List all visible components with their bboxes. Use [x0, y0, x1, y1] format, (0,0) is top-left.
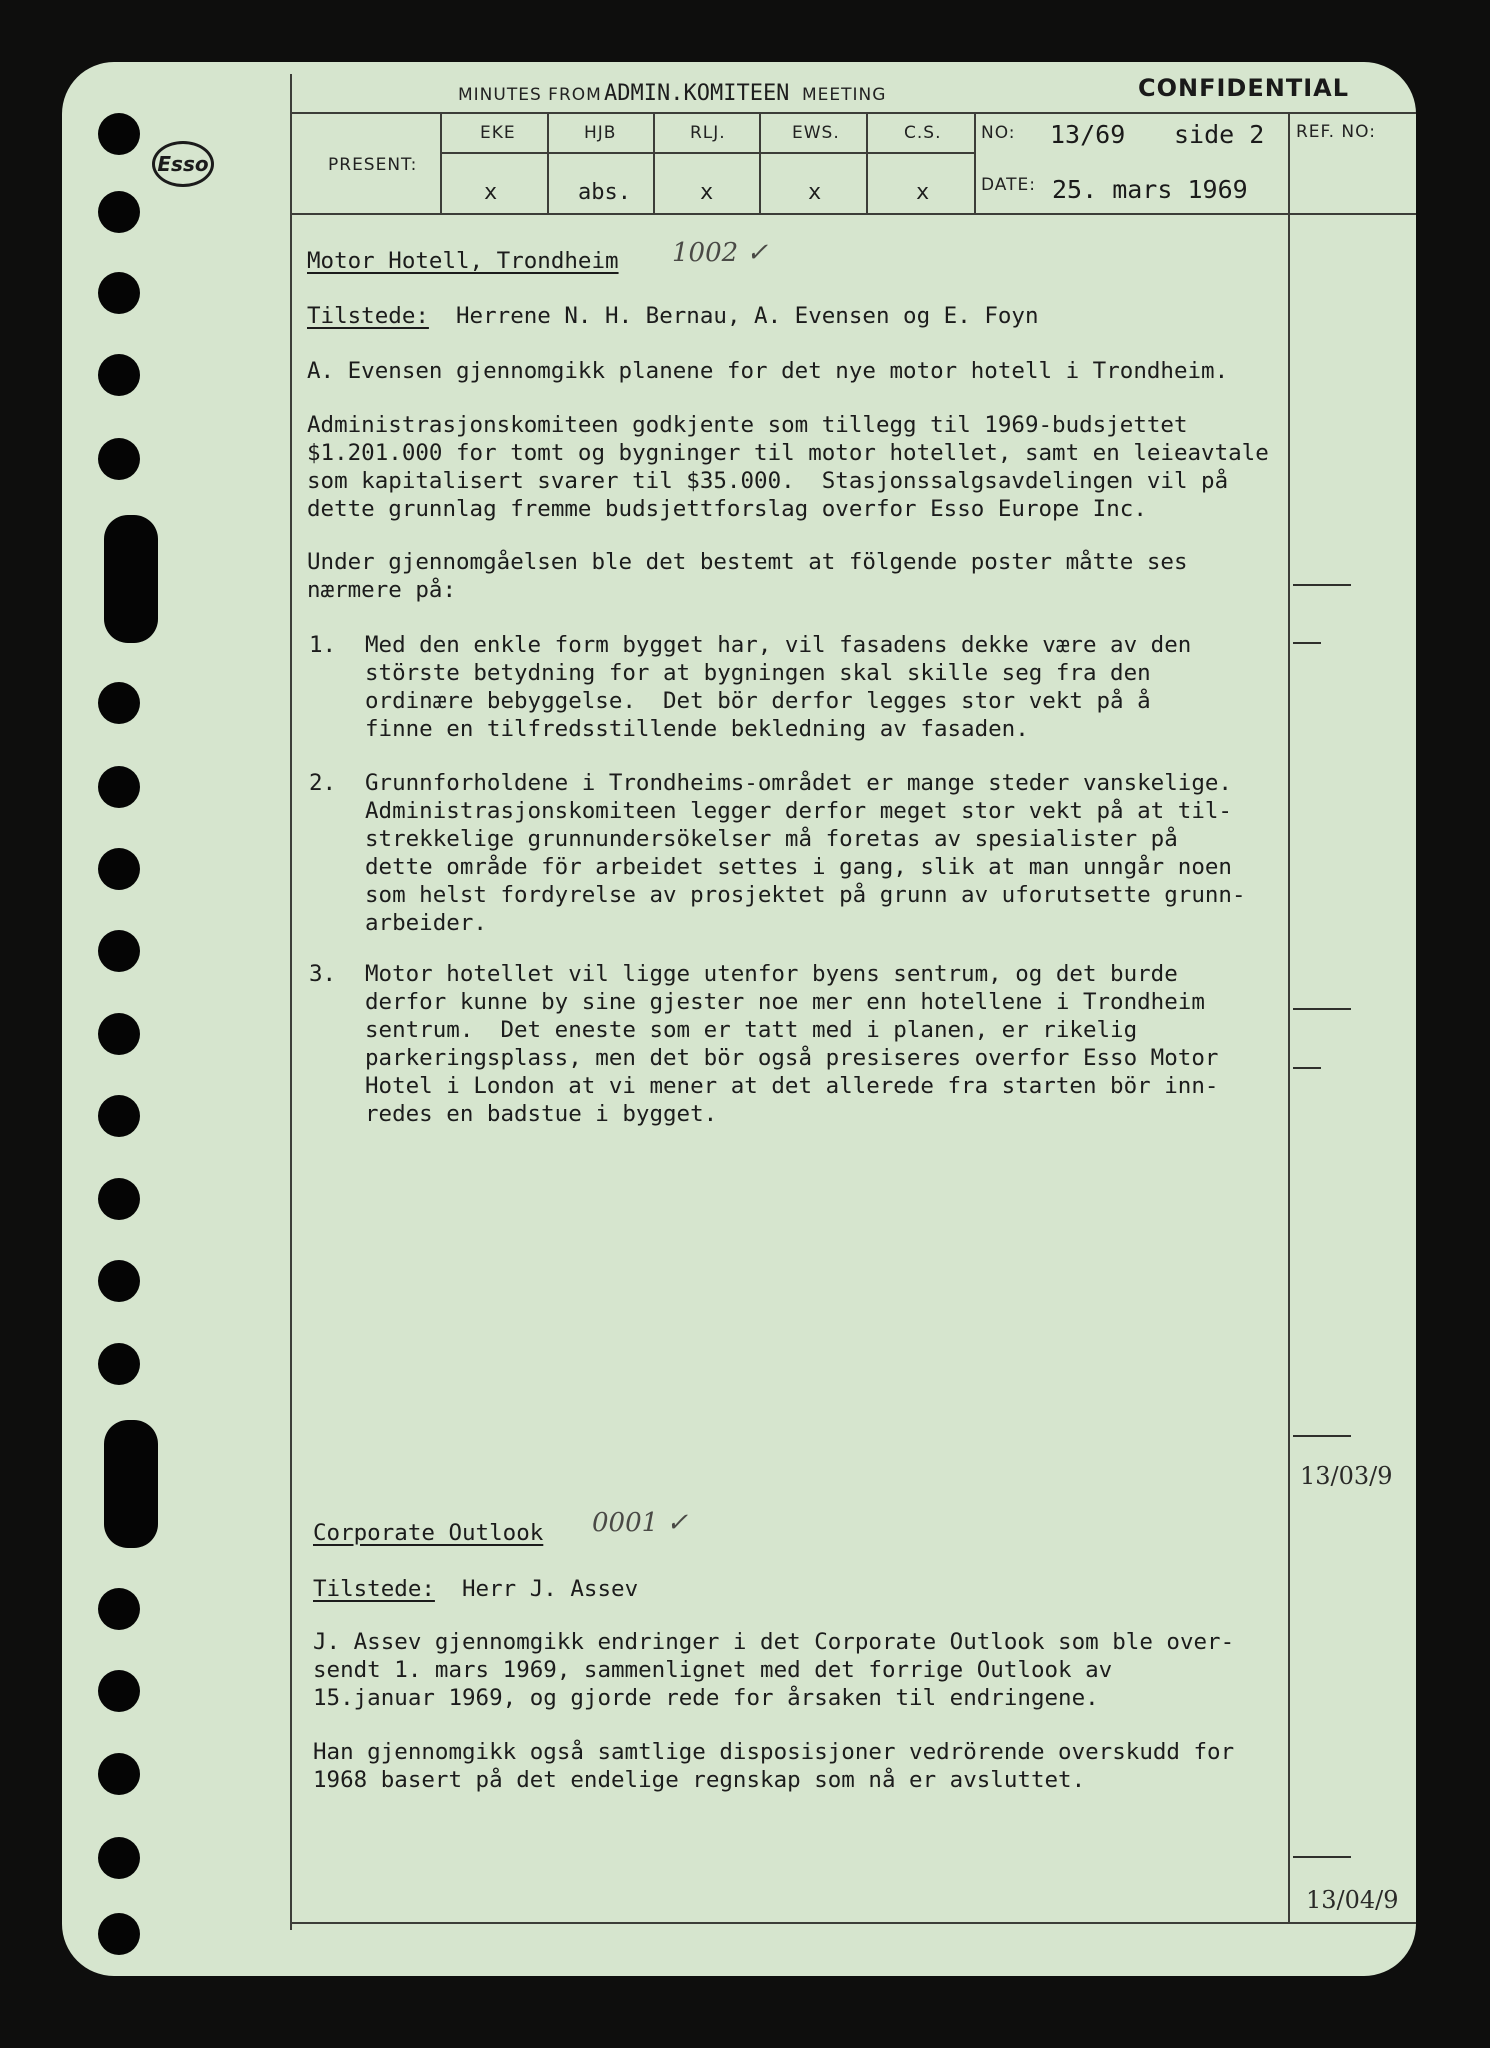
binder-slot	[104, 515, 158, 643]
page-side: side 2	[1174, 120, 1265, 149]
committee-name: ADMIN.KOMITEEN	[604, 81, 790, 106]
binder-hole	[98, 1260, 140, 1302]
binder-hole	[98, 354, 140, 396]
attendee-name: C.S.	[904, 123, 942, 143]
paragraph: J. Assev gjennomgikk endringer i det Corporate Outlook som ble over- sendt 1. mars 1969, sammenlignet med det forrige Outlook av 15.januar 1969, og gjorde rede for årsaken til endringene.	[313, 1629, 1235, 1711]
minutes-from-label: MINUTES FROM	[458, 85, 602, 105]
binder-hole	[98, 930, 140, 972]
binder-hole	[98, 1753, 140, 1795]
margin-mark	[1293, 1008, 1351, 1010]
section-title: Corporate Outlook	[313, 1520, 544, 1546]
attendee-mark: x	[484, 180, 498, 205]
margin-mark	[1293, 642, 1321, 644]
binder-hole	[98, 113, 140, 155]
paragraph: A. Evensen gjennomgikk planene for det nye motor hotell i Trondheim.	[307, 358, 1229, 384]
number-label: NO:	[981, 123, 1016, 143]
section-title: Motor Hotell, Trondheim	[307, 248, 619, 274]
binder-hole	[98, 1013, 140, 1055]
binder-hole	[98, 272, 140, 314]
binder-hole	[98, 682, 140, 724]
list-item-text: Grunnforholdene i Trondheims-området er mange steder vanskelige. Administrasjonskomiteen legger derfor meget stor vekt på at til- strekkelige grunnundersökelser må foretas av spesialister på dette område för arbeidet settes i gang, slik at man unngår noen som helst fordyrelse av prosjektet på grunn av uforutsette grunn- arbeider.	[365, 770, 1246, 936]
list-item-number: 2.	[309, 770, 337, 796]
binder-hole	[98, 1913, 140, 1955]
binder-hole	[98, 191, 140, 233]
binder-hole	[98, 766, 140, 808]
margin-mark	[1293, 1856, 1351, 1858]
tilstede-names: Herr J. Assev	[462, 1576, 639, 1602]
attendee-mark: x	[808, 180, 822, 205]
attendees-line	[307, 302, 1039, 330]
binder-hole	[98, 1095, 140, 1137]
list-item-number: 3.	[309, 961, 337, 987]
list-item-text: Med den enkle form bygget har, vil fasadens dekke være av den störste betydning for at bygningen skal skille seg fra den ordinære bebyggelse. Det bör derfor legges stor vekt på å finne en tilfredsstillende bekledning av fasaden.	[365, 632, 1192, 742]
ref-number-label: REF. NO:	[1296, 122, 1376, 142]
present-label: PRESENT:	[328, 155, 418, 175]
tilstede-names: Herrene N. H. Bernau, A. Evensen og E. Foyn	[456, 303, 1039, 329]
binder-hole	[98, 848, 140, 890]
meeting-label: MEETING	[802, 85, 887, 105]
binder-hole	[98, 438, 140, 480]
attendee-name: HJB	[584, 123, 617, 143]
esso-logo: Esso	[152, 141, 214, 187]
attendee-name: EWS.	[792, 123, 840, 143]
tilstede-label: Tilstede:	[313, 1576, 435, 1602]
attendee-name: RLJ.	[690, 123, 726, 143]
handwritten-code: 1002 ✓	[672, 238, 769, 268]
attendee-mark: x	[916, 180, 930, 205]
reference-number: 13/03/9	[1300, 1462, 1393, 1490]
attendee-mark: x	[700, 180, 714, 205]
binder-hole	[98, 1670, 140, 1712]
date-label: DATE:	[981, 175, 1036, 195]
date-value: 25. mars 1969	[1052, 175, 1248, 204]
attendee-mark: abs.	[578, 180, 631, 205]
list-item-number: 1.	[309, 632, 337, 658]
paragraph: Under gjennomgåelsen ble det bestemt at fölgende poster måtte ses nærmere på:	[307, 549, 1188, 603]
margin-mark	[1293, 1067, 1321, 1069]
paragraph: Administrasjonskomiteen godkjente som tillegg til 1969-budsjettet $1.201.000 for tomt og bygninger til motor hotellet, samt en leieavtale som kapitalisert svarer til $35.000. Stasjonssalgsavdelingen vil på dette grunnlag fremme budsjettforslag overfor Esso Europe Inc.	[307, 412, 1269, 522]
paragraph: Han gjennomgikk også samtlige disposisjoner vedrörende overskudd for 1968 basert på det endelige regnskap som nå er avsluttet.	[313, 1739, 1235, 1793]
binder-hole	[98, 1343, 140, 1385]
binder-hole	[98, 1178, 140, 1220]
binder-slot	[104, 1420, 158, 1548]
binder-hole	[98, 1588, 140, 1630]
margin-mark	[1293, 584, 1351, 586]
confidential-stamp: CONFIDENTIAL	[1138, 74, 1349, 102]
list-item-text: Motor hotellet vil ligge utenfor byens sentrum, og det burde derfor kunne by sine gjester noe mer enn hotellene i Trondheim sentrum. Det eneste som er tatt med i planen, er rikelig parkeringsplass, men det bör også presiseres overfor Esso Motor Hotel i London at vi mener at det allerede fra starten bör inn- redes en badstue i bygget.	[365, 961, 1219, 1127]
attendees-line	[313, 1575, 638, 1603]
binder-hole	[98, 1837, 140, 1879]
margin-mark	[1293, 1435, 1351, 1437]
tilstede-label: Tilstede:	[307, 303, 429, 329]
reference-number: 13/04/9	[1306, 1886, 1399, 1914]
number-value: 13/69	[1050, 120, 1126, 149]
attendee-name: EKE	[480, 123, 516, 143]
handwritten-code: 0001 ✓	[592, 1508, 689, 1538]
